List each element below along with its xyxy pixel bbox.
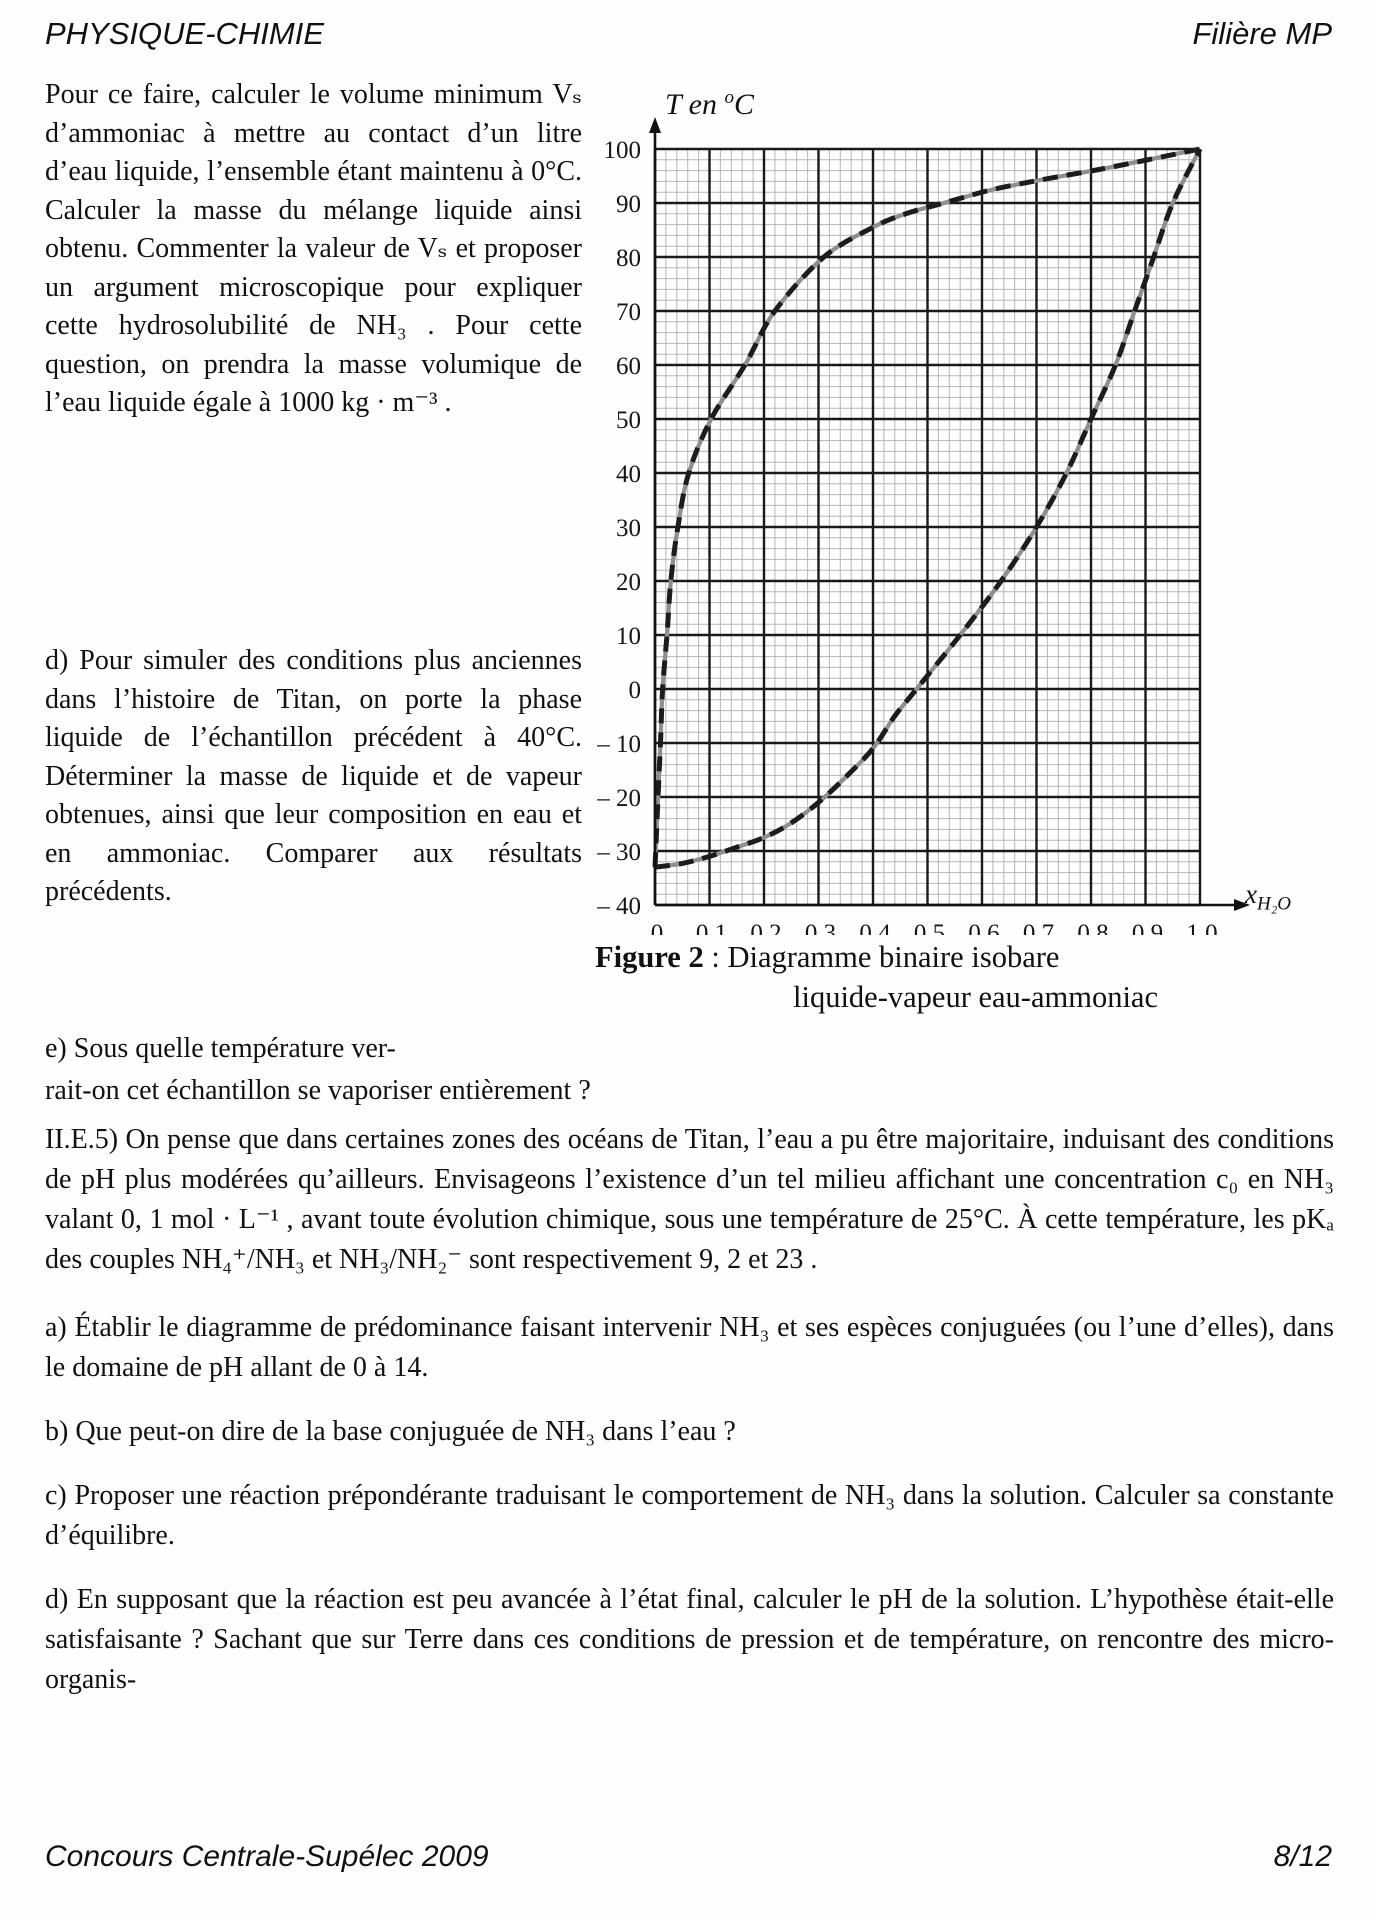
svg-text:0.3: 0.3 [804,920,837,935]
svg-text:0: 0 [628,677,641,704]
svg-text:100: 100 [603,137,641,164]
page-header [45,16,1332,52]
svg-text:0.4: 0.4 [859,920,891,935]
paragraph-d2: d) En supposant que la réaction est peu avancée à l’état final, calculer le pH de la solution. L’hypothèse était-elle satisfaisante ? Sachant que sur Terre dans ces conditions de pression et de température, on rencontre des micro-organis- [45,1584,1334,1695]
svg-text:50: 50 [616,407,641,434]
paragraph-c: c) Proposer une réaction prépondérante traduisant le comportement de NH₃ dans la solution. Calculer sa constante d’équilibre. [45,1480,1334,1551]
svg-text:0.6: 0.6 [968,920,1000,935]
svg-text:10: 10 [616,623,641,650]
svg-text:90: 90 [616,191,641,218]
svg-text:– 30: – 30 [597,839,641,866]
left-column-paragraph-e-line1: e) Sous quelle température ver- [45,1033,396,1064]
body-section [45,1120,1334,1724]
y-axis-title: T en $^o$C [665,87,754,121]
figure-2 [595,85,1355,1060]
svg-text:0.8: 0.8 [1077,920,1109,935]
figure-caption [595,937,1351,1017]
footer-page-number: 8/12 [1273,1840,1332,1873]
footer-exam-title: Concours Centrale-Supélec 2009 [45,1840,489,1873]
paragraph-b: b) Que peut-on dire de la base conjuguée de NH₃ dans l’eau ? [45,1416,736,1447]
svg-text:1.0: 1.0 [1186,920,1218,935]
svg-text:– 20: – 20 [597,785,641,812]
svg-text:0.9: 0.9 [1131,920,1164,935]
svg-text:0.1: 0.1 [695,920,728,935]
header-subject-title: PHYSIQUE-CHIMIE [45,16,325,51]
figure-2-chart-svg [595,85,1355,935]
svg-text:70: 70 [616,299,641,326]
left-column-paragraph-1: Pour ce faire, calculer le volume minimum Vₛ d’ammoniac à mettre au contact d’un litre d’eau liquide, l’ensemble étant maintenu à 0°C. Calculer la masse du mélange liquide ainsi obtenu. Commenter la valeur de Vₛ et proposer un argument microscopique pour expliquer cette hydrosolubilité de NH₃ . Pour cette question, on prendra la masse volumique de l’eau liquide égale à 1000 kg · m⁻³ . [45,79,582,418]
paragraph-e-line2: rait-on cet échantillon se vaporiser entièrement ? [45,1075,591,1106]
svg-text:80: 80 [616,245,641,272]
svg-text:– 40: – 40 [597,893,641,920]
svg-text:60: 60 [616,353,641,380]
header-filiere-label: Filière MP [1192,16,1332,51]
left-column-paragraph-d: d) Pour simuler des conditions plus anciennes dans l’histoire de Titan, on porte la phase liquide de l’échantillon précédent à 40°C. Déterminer la masse de liquide et de vapeur obtenues, ainsi que leur composition en eau et en ammoniac. Comparer aux résultats précédents. [45,645,582,907]
paragraph-a: a) Établir le diagramme de prédominance faisant intervenir NH₃ et ses espèces conjuguées (ou l’une d’elles), dans le domaine de pH allant de 0 à 14. [45,1312,1334,1383]
svg-text:40: 40 [616,461,641,488]
svg-text:20: 20 [616,569,641,596]
svg-text:0: 0 [650,920,664,935]
page-footer [45,1840,1332,1874]
svg-text:0.2: 0.2 [750,920,782,935]
svg-text:30: 30 [616,515,641,542]
svg-text:– 10: – 10 [597,731,641,758]
figure-caption-line1: Figure 2 : Diagramme binaire isobare [595,940,1060,974]
paragraph-iie5: II.E.5) On pense que dans certaines zones des océans de Titan, l’eau a pu être majoritaire, induisant des conditions de pH plus modérées qu’ailleurs. Envisageons l’existence d’un tel milieu affichant une concentration c₀ en NH₃ valant 0, 1 mol · L⁻¹ , avant toute évolution chimique, sous une température de 25°C. À cette température, les pKₐ des couples NH₄⁺/NH₃ et NH₃/NH₂⁻ sont respectivement 9, 2 et 23 . [45,1124,1334,1275]
svg-text:0.5: 0.5 [913,920,946,935]
svg-text:0.7: 0.7 [1022,920,1055,935]
chart-grid-major [655,149,1200,905]
figure-caption-line2: liquide-vapeur eau-ammoniac [793,980,1158,1014]
x-axis-title: $x_{H_2O}$ [1245,879,1292,915]
